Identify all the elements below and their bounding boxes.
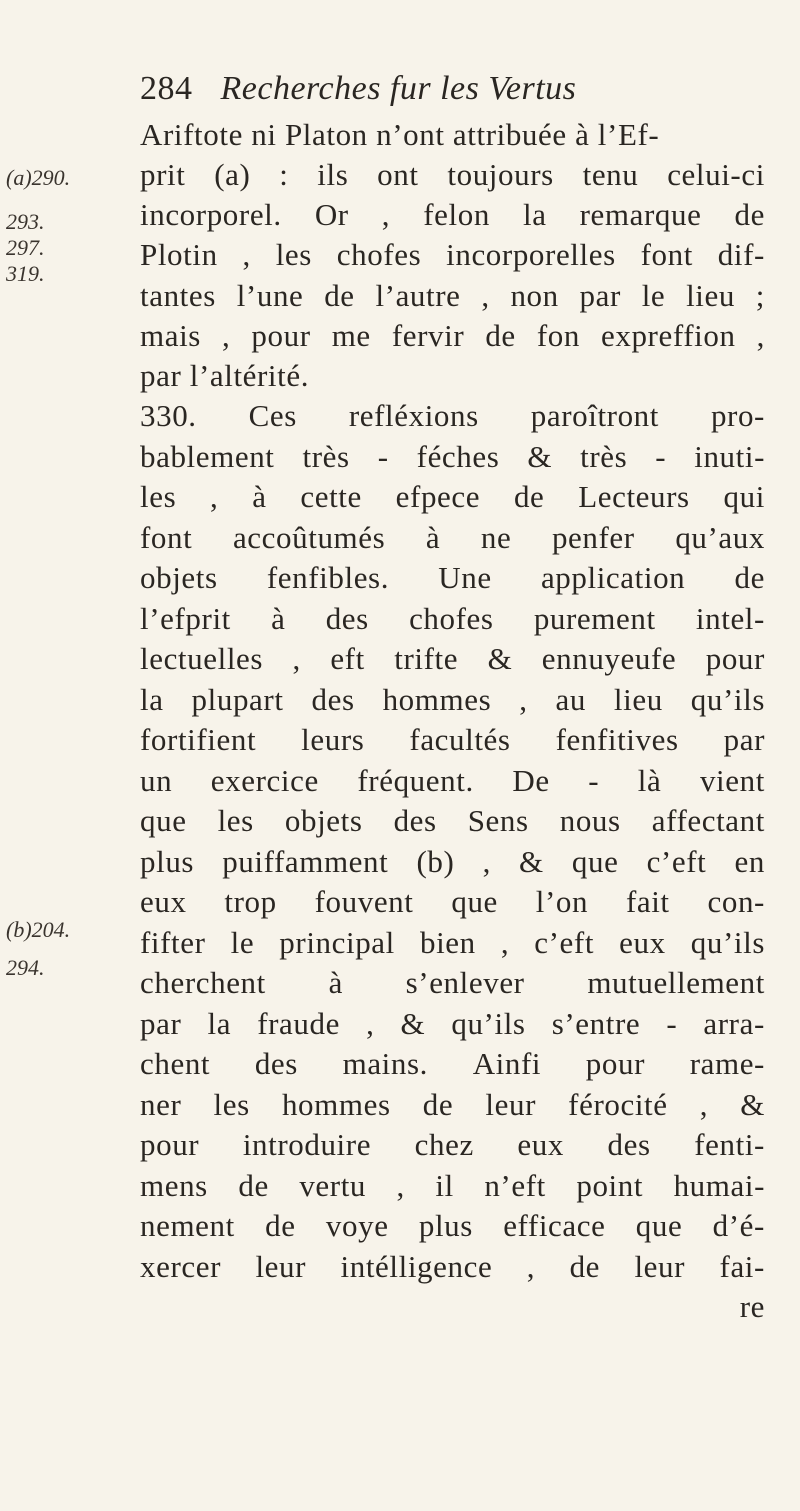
text-line: plus puiffamment (b) , & que c’eft en xyxy=(140,844,765,879)
text-line: fortifient leurs facultés fenfitives par xyxy=(140,722,765,757)
text-line: Ariftote ni Platon n’ont attribuée à l’Ef- xyxy=(140,117,660,152)
text-line: re xyxy=(739,1289,765,1324)
margin-note: 297. xyxy=(6,235,45,260)
margin-note: (a)290. xyxy=(6,165,71,190)
text-line: les , à cette efpece de Lecteurs qui xyxy=(140,479,765,514)
text-line: chent des mains. Ainfi pour rame- xyxy=(140,1046,765,1081)
text-line: par l’altérité. xyxy=(140,358,310,393)
margin-note: 293. xyxy=(6,209,45,234)
text-line: incorporel. Or , felon la remarque de xyxy=(140,197,765,232)
text-line: par la fraude , & qu’ils s’entre - arra- xyxy=(140,1006,765,1041)
text-line: pour introduire chez eux des fenti- xyxy=(140,1127,765,1162)
text-line: objets fenfibles. Une application de xyxy=(140,560,765,595)
text-line: fifter le principal bien , c’eft eux qu’ils xyxy=(140,925,765,960)
text-line: tantes l’une de l’autre , non par le lieu ; xyxy=(140,278,765,313)
text-line: nement de voye plus efficace que d’é- xyxy=(140,1208,765,1243)
text-line: font accoûtumés à ne penfer qu’aux xyxy=(140,520,765,555)
text-line: mais , pour me fervir de fon expreffion , xyxy=(140,318,765,353)
text-line: 330. Ces refléxions paroîtront pro- xyxy=(140,398,765,433)
text-line: ner les hommes de leur férocité , & xyxy=(140,1087,765,1122)
text-line: bablement très - féches & très - inuti- xyxy=(140,439,765,474)
text-line: mens de vertu , il n’eft point humai- xyxy=(140,1168,765,1203)
text-line: Plotin , les chofes incorporelles font dif- xyxy=(140,237,765,272)
text-line: la plupart des hommes , au lieu qu’ils xyxy=(140,682,765,717)
text-line: cherchent à s’enlever mutuellement xyxy=(140,965,765,1000)
text-line: l’efprit à des chofes purement intel- xyxy=(140,601,765,636)
margin-note: 319. xyxy=(6,261,45,286)
text-line: que les objets des Sens nous affectant xyxy=(140,803,765,838)
running-header xyxy=(140,70,576,108)
text-line: eux trop fouvent que l’on fait con- xyxy=(140,884,765,919)
margin-note: 294. xyxy=(6,955,45,980)
text-line: un exercice fréquent. De - là vient xyxy=(140,763,765,798)
text-line: prit (a) : ils ont toujours tenu celui-ci xyxy=(140,157,765,192)
running-title: Recherches fur les Vertus xyxy=(220,70,577,107)
margin-note: (b)204. xyxy=(6,917,71,942)
page-number: 284 xyxy=(140,70,193,107)
text-line: xercer leur intélligence , de leur fai- xyxy=(140,1249,765,1284)
text-line: lectuelles , eft trifte & ennuyeufe pour xyxy=(140,641,765,676)
